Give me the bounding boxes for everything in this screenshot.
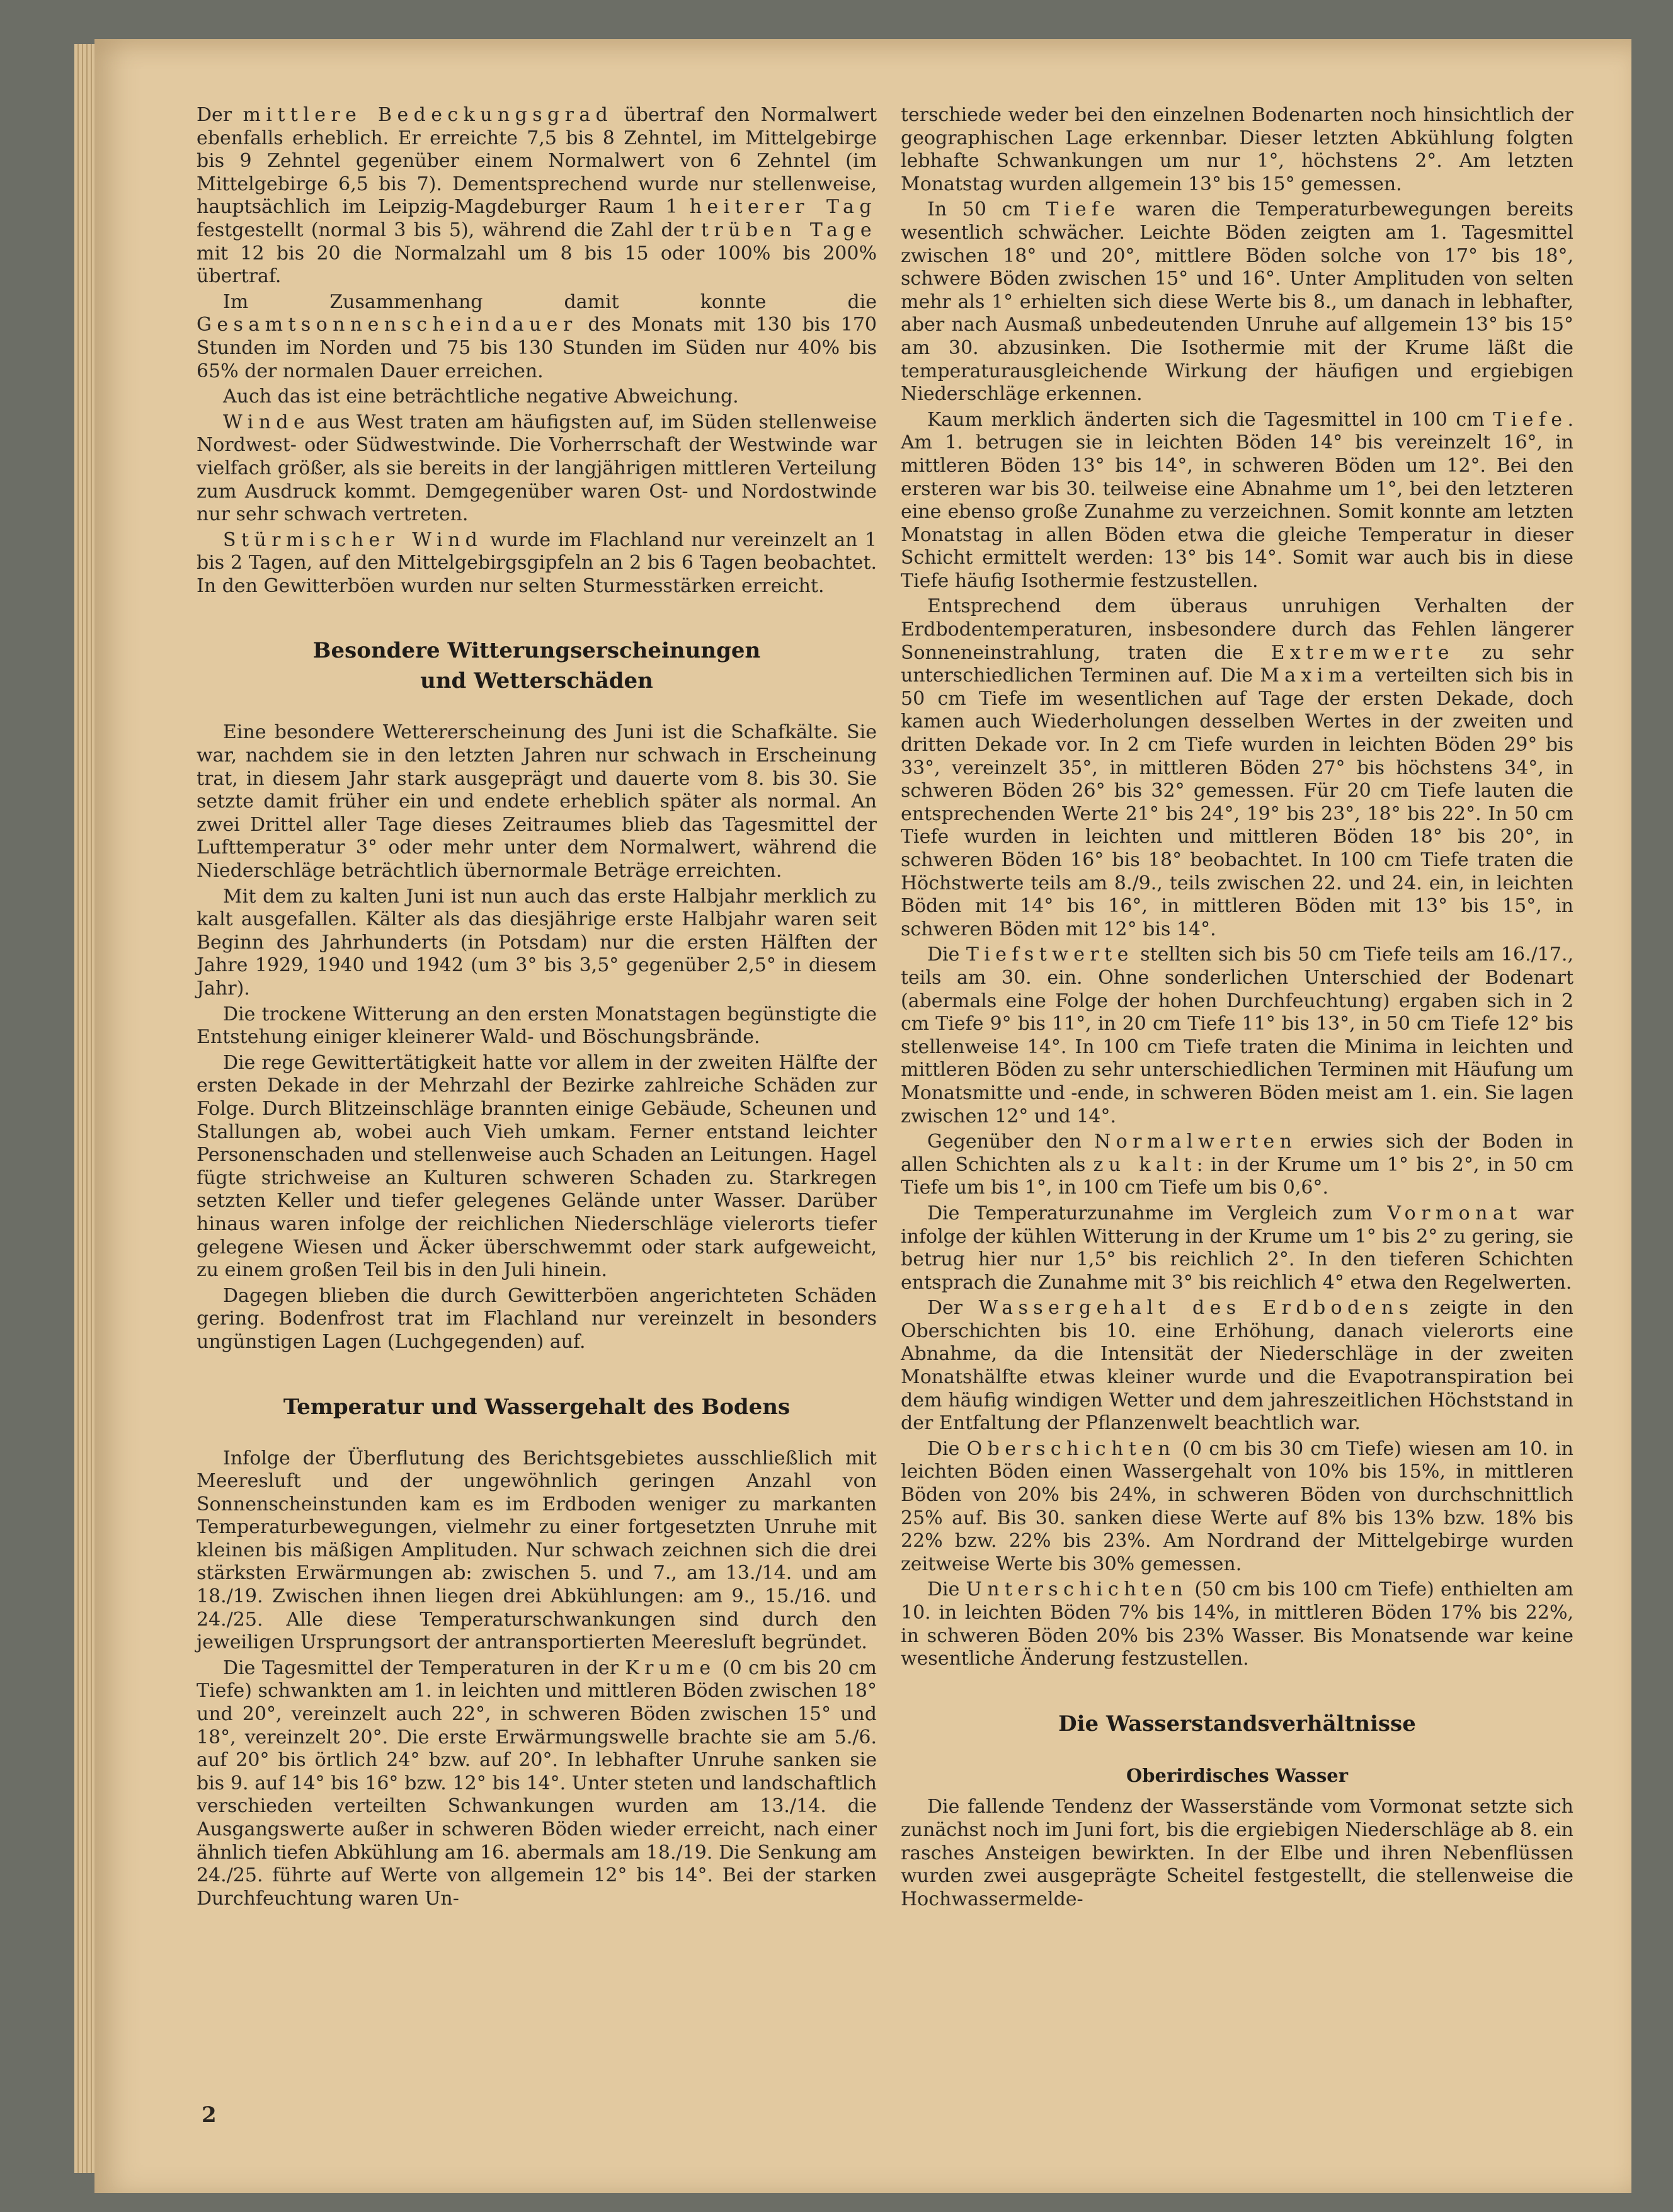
paragraph-cloud-cover: Der mittlere Bedeckungsgrad übertraf den Normalwert ebenfalls erheblich. Er erreichte 7,5 bis 8 Zehntel, im Mittelgebirge bis 9 Zehntel gegenüber einem Normalwert von 6 Zehntel (im Mittelgebirge 6,5 bis 7). Dementsprechend wurde nur stellenweise, hauptsächlich im Leipzig-Magdeburger Raum 1 heiterer Tag festgestellt (normal 3 bis 5), während die Zahl der trüben Tage mit 12 bis 20 die Normalzahl um 8 bis 15 oder 100% bis 200% übertraf. xyxy=(197,104,877,288)
right-column xyxy=(901,104,1573,1911)
paragraph-water-content: Der Wassergehalt des Erdbodens zeigte in den Oberschichten bis 10. eine Erhöhung, danach vielerorts eine Abnahme, da die Intensität der Niederschläge in der zweiten Monatshälfte etwas kleiner wurde und die Evapotranspiration bei dem häufig windigen Wetter und dem jahreszeitlichen Höchststand in der Entfaltung der Pflanzenwelt beachtlich war. xyxy=(901,1297,1573,1435)
paragraph-50cm: In 50 cm Tiefe waren die Temperaturbewegungen bereits wesentlich schwächer. Leichte Böden zeigten am 1. Tagesmittel zwischen 18° und 20°, mittlere Böden solche von 17° bis 18°, schwere Böden zwischen 15° und 16°. Unter Amplituden von selten mehr als 1° erhielten sich diese Werte bis 8., um danach in lebhafter, aber nach Ausmaß unbedeutenden Unruhe auf allgemein 13° bis 15° am 30. abzusinken. Die Isothermie mit der Krume läßt die temperaturausgleichende Wirkung der häufigen und ergiebigen Niederschläge erkennen. xyxy=(901,198,1574,406)
page-number: 2 xyxy=(202,2102,217,2128)
paragraph-surface-water: Die fallende Tendenz der Wasserstände vom Vormonat setzte sich zunächst noch im Juni fort, bis die ergiebigen Niederschläge ab 8. ein rasches Ansteigen bewirkten. In der Elbe und ihren Nebenflüssen wurden zwei ausgeprägte Scheitel festgestellt, die stellenweise die Hochwassermelde- xyxy=(901,1796,1573,1910)
paragraph-previous-month: Die Temperaturzunahme im Vergleich zum Vormonat war infolge der kühlen Witterung in der Krume um 1° bis 2° zu gering, sie betrug hier nur 1,5° bis reichlich 2°. In den tieferen Schichten entsprach die Zunahme mit 3° bis reichlich 4° etwa den Regelwerten. xyxy=(901,1202,1573,1294)
paragraph-minima: Die Tiefstwerte stellten sich bis 50 cm Tiefe teils am 16./17., teils am 30. ein. Ohne sonderlichen Unterschied der Bodenart (abermals eine Folge der hohen Durchfeuchtung) ergaben sich in 2 cm Tiefe 9° bis 11°, in 20 cm Tiefe 11° bis 13°, in 50 cm Tiefe 12° bis stellenweise 14°. In 100 cm Tiefe traten die Minima in leichten und mittleren Böden zu sehr unterschiedlichen Terminen mit Häufung um Monatsmitte und -ende, in schweren Böden meist am 1. ein. Sie lagen zwischen 12° und 14°. xyxy=(901,944,1573,1127)
paragraph-frost: Dagegen blieben die durch Gewitterböen angerichteten Schäden gering. Bodenfrost trat im Flachland nur vereinzelt in besonders ungünstigen Lagen (Luchgegenden) auf. xyxy=(197,1284,877,1353)
paragraph-sunshine: Im Zusammenhang damit konnte die Gesamtsonnenscheindauer des Monats mit 130 bis 170 Stunden im Norden und 75 bis 130 Stunden im Süden nur 40% bis 65% der normalen Dauer erreichen. xyxy=(197,290,877,382)
paragraph-thunderstorms: Die rege Gewittertätigkeit hatte vor allem in der zweiten Hälfte der ersten Dekade in der Mehrzahl der Bezirke zahlreiche Schäden zur Folge. Durch Blitzeinschläge brannten einige Gebäude, Scheunen und Stallungen ab, wobei auch Vieh umkam. Ferner entstand leichter Personenschaden und stellenweise auch Schaden an Leitungen. Hagel fügte strichweise an Kulturen schweren Schaden zu. Starkregen setzten Keller und tiefer gelegenes Gelände unter Wasser. Darüber hinaus waren infolge der reichlichen Niederschläge vielerorts tiefer gelegene Wiesen und Äcker überschwemmt oder stark aufgeweicht, zu einem großen Teil bis in den Juli hinein. xyxy=(197,1051,877,1282)
section-heading-water-levels: Die Wasserstandsverhältnisse xyxy=(1058,1711,1416,1736)
paragraph-half-year: Mit dem zu kalten Juni ist nun auch das erste Halbjahr merklich zu kalt ausgefallen. Kälter als das diesjährige erste Halbjahr waren seit Beginn des Jahrhunderts (in Potsdam) nur die ersten Hälften der Jahre 1929, 1940 und 1942 (um 3° bis 3,5° gegenüber 2,5° in diesem Jahr). xyxy=(197,885,877,1000)
paragraph-schafkaelte: Eine besondere Wettererscheinung des Juni ist die Schafkälte. Sie war, nachdem sie in den letzten Jahren nur schwach in Erscheinung trat, in diesem Jahr stark ausgeprägt und dauerte vom 8. bis 30. Sie setzte damit früher ein und endete erheblich später als normal. An zwei Drittel aller Tage dieses Zeitraumes blieb das Tagesmittel der Lufttemperatur 3° oder mehr unter dem Normalwert, während die Niederschläge beträchtlich übernormale Beträge erreichten. xyxy=(197,721,877,882)
paragraph-upper-layers: Die Oberschichten (0 cm bis 30 cm Tiefe) wiesen am 10. in leichten Böden einen Wassergehalt von 10% bis 15%, in mittleren Böden von 20% bis 24%, in schweren Böden von durchschnittlich 25% auf. Bis 30. sanken diese Werte auf 8% bis 13% bzw. 18% bis 22% bzw. 22% bis 23%. Am Nordrand der Mittelgebirge wurden zeitweise Werte bis 30% gemessen. xyxy=(901,1437,1573,1575)
paragraph-extremes: Entsprechend dem überaus unruhigen Verhalten der Erdbodentemperaturen, insbesondere durch das Fehlen längerer Sonneneinstrahlung, traten die Extremwerte zu sehr unterschiedlichen Terminen auf. Die Maxima verteilten sich bis in 50 cm Tiefe im wesentlichen auf Tage der ersten Dekade, doch kamen auch Wiederholungen desselben Wertes in der zweiten und dritten Dekade vor. In 2 cm Tiefe wurden in leichten Böden 29° bis 33°, vereinzelt 35°, in mittleren Böden 27° bis höchstens 34°, in schweren Böden 26° bis 32° gemessen. Für 20 cm Tiefe lauten die entsprechenden Werte 21° bis 24°, 19° bis 23°, 18° bis 22°. In 50 cm Tiefe wurden in leichten und mittleren Böden 18° bis 20°, in schweren Böden 16° bis 18° beobachtet. In 100 cm Tiefe traten die Höchstwerte teils am 8./9., teils zwischen 22. und 24. ein, in leichten Böden mit 14° bis 16°, in mittleren Böden mit 13° bis 15°, in schweren Böden mit 12° bis 14°. xyxy=(901,595,1573,940)
paragraph-storm: Stürmischer Wind wurde im Flachland nur vereinzelt an 1 bis 2 Tagen, auf den Mittelgebirgsgipfeln an 2 bis 6 Tagen beobachtet. In den Gewitterböen wurden nur selten Sturmesstärken erreicht. xyxy=(197,528,877,597)
paragraph-forest-fires: Die trockene Witterung an den ersten Monatstagen begünstigte die Entstehung einiger kleinerer Wald- und Böschungsbrände. xyxy=(197,1003,877,1049)
paragraph-soil-intro: Infolge der Überflutung des Berichtsgebietes ausschließlich mit Meeresluft und der ungewöhnlich geringen Anzahl von Sonnenscheinstunden kam es im Erdboden weniger zu markanten Temperaturbewegungen, vielmehr zu einer fortgesetzten Unruhe mit kleinen bis mäßigen Amplituden. Nur schwach zeichnen sich die drei stärksten Erwärmungen ab: zwischen 5. und 7., am 13./14. und am 18./19. Zwischen ihnen liegen drei Abkühlungen: am 9., 15./16. und 24./25. Alle diese Temperaturschwankungen sind durch den jeweiligen Ursprungsort der antransportierten Meeresluft begründet. xyxy=(197,1447,877,1654)
paragraph-krume: Die Tagesmittel der Temperaturen in der Krume (0 cm bis 20 cm Tiefe) schwankten am 1. in leichten und mittleren Böden zwischen 18° und 20°, vereinzelt auch 22°, in schweren Böden zwischen 15° und 18°, vereinzelt 20°. Die erste Erwärmungswelle brachte sie am 5./6. auf 20° bis örtlich 24° bzw. auf 20°. In lebhafter Unruhe sanken sie bis 9. auf 14° bis 16° bzw. 12° bis 14°. Unter steten und landschaftlich verschieden verteilten Schwankungen wurden am 13./14. die Ausgangswerte außer in schweren Böden wieder erreicht, nach einer ähnlich tiefen Abkühlung am 16. abermals am 18./19. Die Senkung am 24./25. führte auf Werte von allgemein 12° bis 14°. Bei der starken Durchfeuchtung waren Un- xyxy=(197,1656,877,1910)
paragraph-100cm: Kaum merklich änderten sich die Tagesmittel in 100 cm Tiefe. Am 1. betrugen sie in leichten Böden 14° bis vereinzelt 16°, in mittleren Böden 13° bis 14°, in schweren Böden um 12°. Bei den ersteren war bis 30. teilweise eine Abnahme um 1°, bei den letzteren eine ebenso große Zunahme zu verzeichnen. Somit konnte am letzten Monatstag in allen Böden etwa die gleiche Temperatur in dieser Schicht ermittelt werden: 13° bis 14°. Somit war auch bis in diese Tiefe häufig Isothermie festzustellen. xyxy=(901,408,1573,592)
paragraph-lower-layers: Die Unterschichten (50 cm bis 100 cm Tiefe) enthielten am 10. in leichten Böden 7% bis 14%, in mittleren Böden 17% bis 22%, in schweren Böden 20% bis 23% Wasser. Bis Monatsende war keine wesentliche Änderung festzustellen. xyxy=(901,1578,1574,1670)
left-column xyxy=(197,104,877,1910)
paragraph-normals: Gegenüber den Normalwerten erwies sich der Boden in allen Schichten als zu kalt: in der Krume um 1° bis 2°, in 50 cm Tiefe um bis 1°, in 100 cm Tiefe um bis 0,6°. xyxy=(901,1131,1573,1199)
paragraph-winds: Winde aus West traten am häufigsten auf, im Süden stellenweise Nordwest- oder Südwestwinde. Die Vorherrschaft der Westwinde war vielfach größer, als sie bereits in der langjährigen mittleren Verteilung zum Ausdruck kommt. Demgegenüber waren Ost- und Nordostwinde nur sehr schwach vertreten. xyxy=(197,411,877,526)
section-heading-weather-damage: Besondere Witterungserscheinungen und Wetterschäden xyxy=(312,638,761,694)
paragraph-continuation: terschiede weder bei den einzelnen Bodenarten noch hinsichtlich der geographischen Lage erkennbar. Dieser letzten Abkühlung folgten lebhafte Schwankungen um nur 1°, höchstens 2°. Am letzten Monatstag wurden allgemein 13° bis 15° gemessen. xyxy=(901,104,1573,195)
paragraph-deviation: Auch das ist eine beträchtliche negative Abweichung. xyxy=(223,385,739,408)
section-heading-soil: Temperatur und Wassergehalt des Bodens xyxy=(283,1394,791,1420)
subheading-surface-water: Oberirdisches Wasser xyxy=(1126,1764,1349,1786)
